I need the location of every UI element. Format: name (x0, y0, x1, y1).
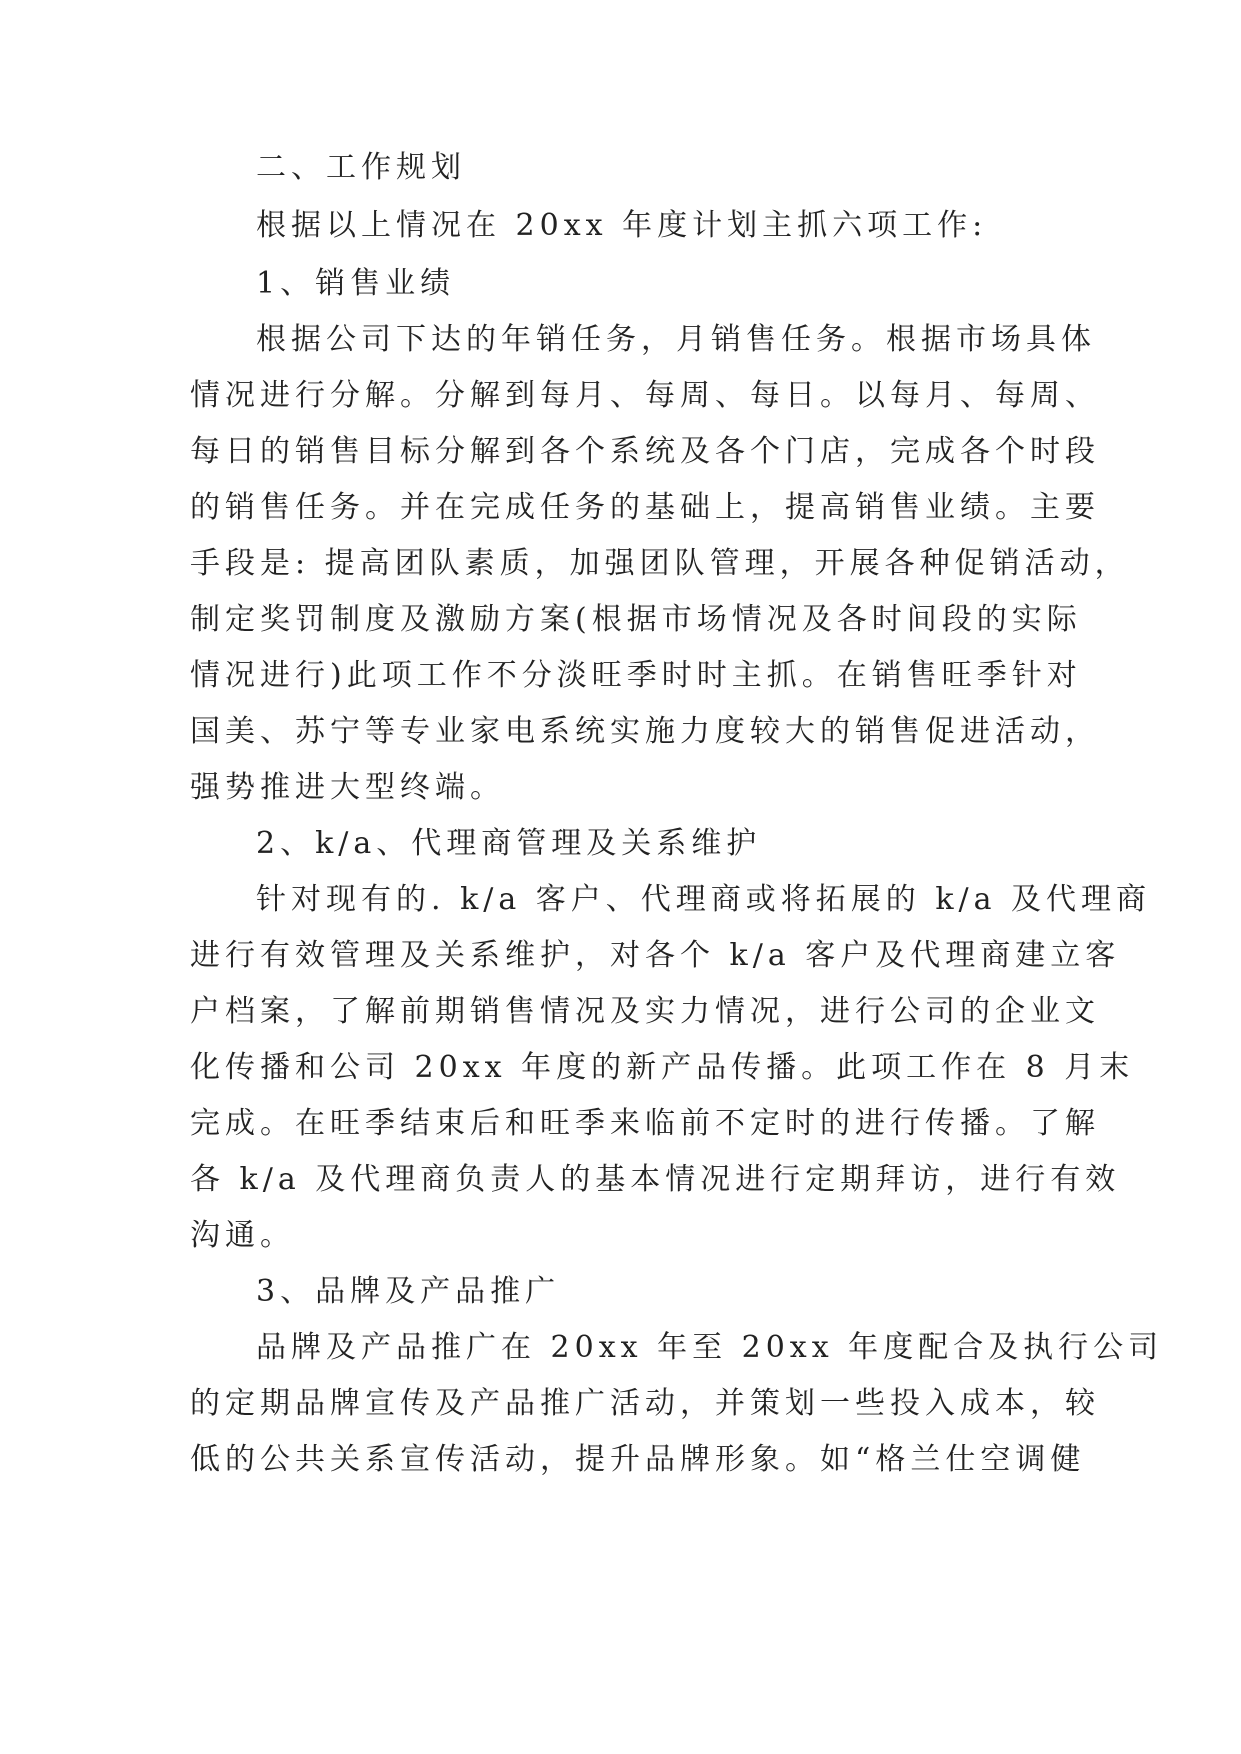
paragraph-line: 低的公共关系宣传活动，提升品牌形象。如“格兰仕空调健 (190, 1442, 1086, 1477)
subsection-heading: 1、销售业绩 (256, 266, 456, 301)
paragraph-line: 强势推进大型终端。 (190, 770, 505, 805)
paragraph-line: 情况进行分解。分解到每月、每周、每日。以每月、每周、 (190, 378, 1100, 413)
paragraph-line: 沟通。 (190, 1218, 295, 1253)
paragraph-line: 品牌及产品推广在 20xx 年至 20xx 年度配合及执行公司 (256, 1330, 1164, 1365)
paragraph-line: 手段是: 提高团队素质，加强团队管理，开展各种促销活动， (190, 546, 1130, 581)
paragraph-line: 化传播和公司 20xx 年度的新产品传播。此项工作在 8 月末 (190, 1050, 1135, 1085)
paragraph-line: 每日的销售目标分解到各个系统及各个门店，完成各个时段 (190, 434, 1100, 469)
paragraph-line: 情况进行)此项工作不分淡旺季时时主抓。在销售旺季针对 (190, 658, 1082, 693)
paragraph-line: 针对现有的. k/a 客户、代理商或将拓展的 k/a 及代理商 (256, 882, 1152, 917)
section-heading: 二、工作规划 (256, 150, 466, 185)
paragraph-line: 户档案，了解前期销售情况及实力情况，进行公司的企业文 (190, 994, 1100, 1029)
paragraph-line: 制定奖罚制度及激励方案(根据市场情况及各时间段的实际 (190, 602, 1082, 637)
paragraph-line: 进行有效管理及关系维护，对各个 k/a 客户及代理商建立客 (190, 938, 1121, 973)
paragraph-line: 国美、苏宁等专业家电系统实施力度较大的销售促进活动， (190, 714, 1100, 749)
paragraph-line: 根据公司下达的年销任务，月销售任务。根据市场具体 (256, 322, 1096, 357)
paragraph-line: 的定期品牌宣传及产品推广活动，并策划一些投入成本，较 (190, 1386, 1100, 1421)
subsection-heading: 2、k/a、代理商管理及关系维护 (256, 826, 762, 861)
paragraph-line: 完成。在旺季结束后和旺季来临前不定时的进行传播。了解 (190, 1106, 1100, 1141)
paragraph-line: 各 k/a 及代理商负责人的基本情况进行定期拜访，进行有效 (190, 1162, 1121, 1197)
subsection-heading: 3、品牌及产品推广 (256, 1274, 561, 1309)
paragraph-line: 根据以上情况在 20xx 年度计划主抓六项工作: (256, 208, 988, 243)
paragraph-line: 的销售任务。并在完成任务的基础上，提高销售业绩。主要 (190, 490, 1100, 525)
